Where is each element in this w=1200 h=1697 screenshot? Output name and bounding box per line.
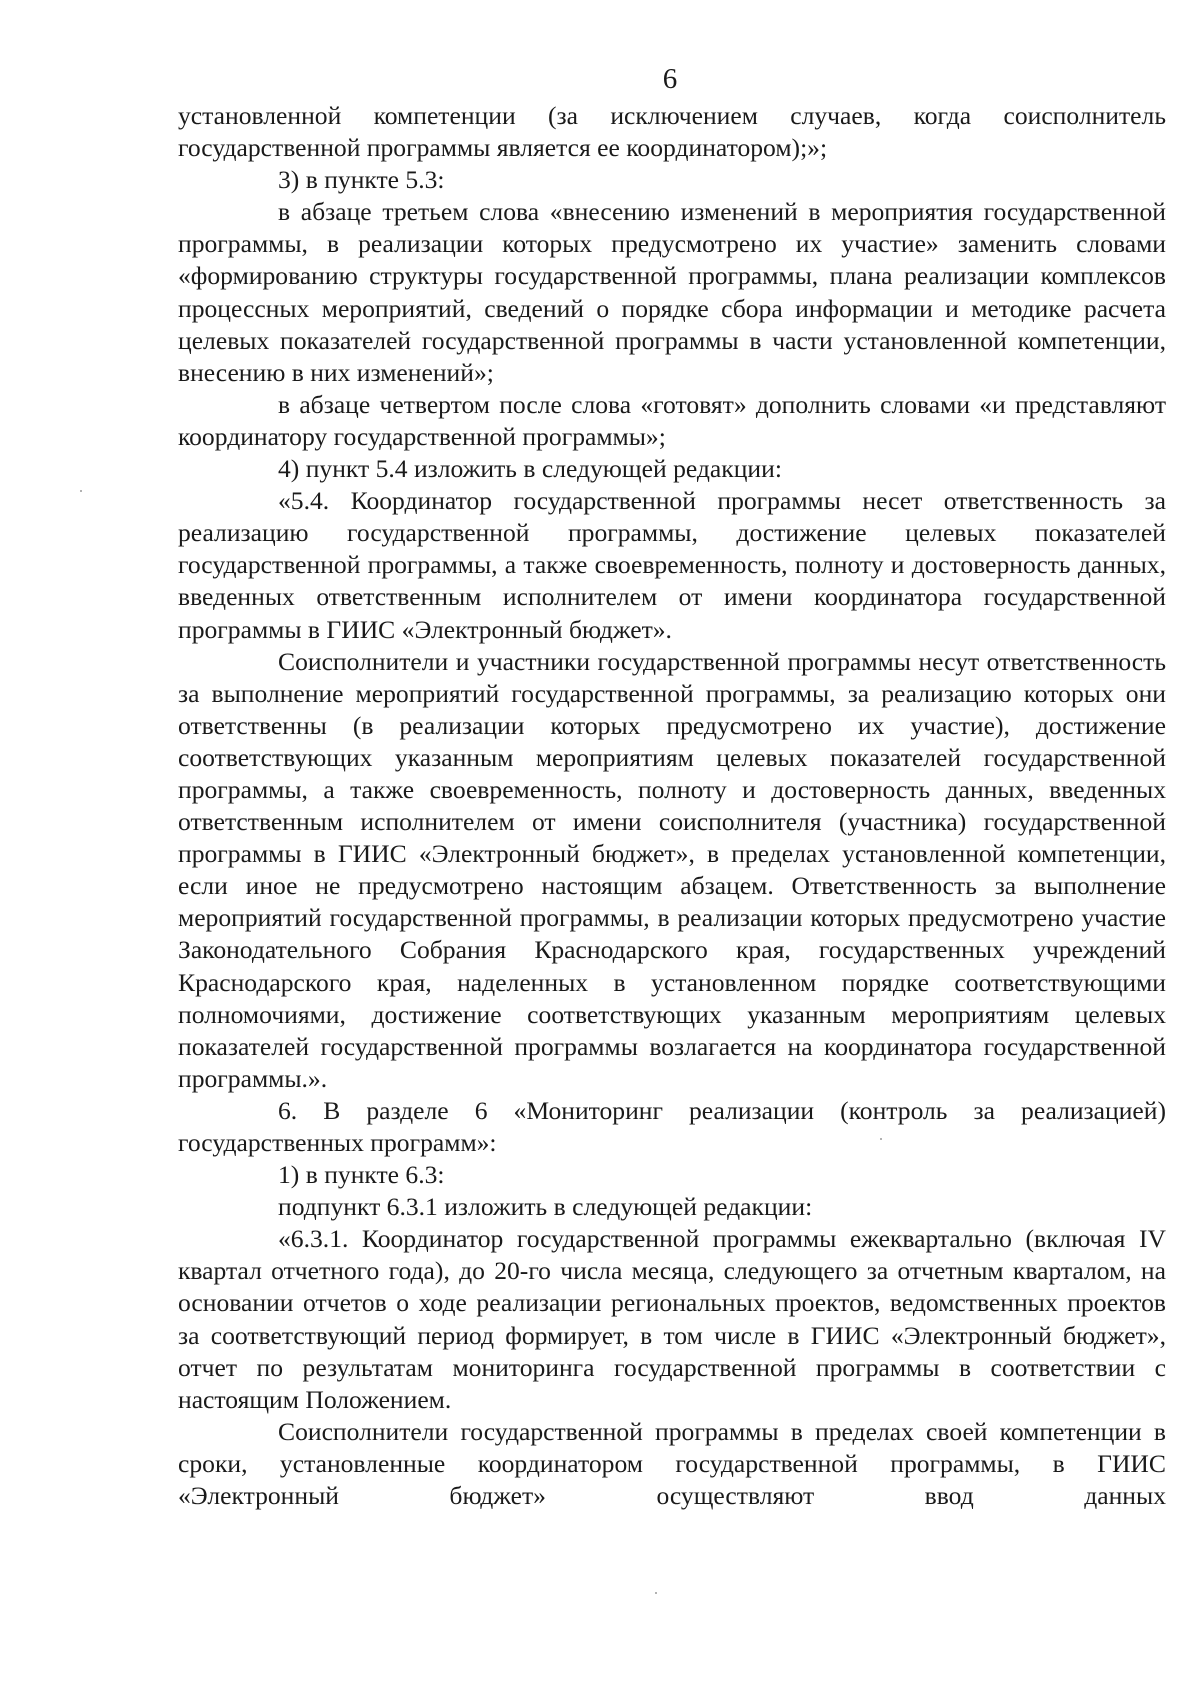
paragraph-item-1: 1) в пункте 6.3: <box>278 1160 445 1190</box>
paragraph-item-4: 4) пункт 5.4 изложить в следующей редакции: <box>278 454 782 484</box>
paragraph-co-executors-monitoring: Соисполнители государственной программы в пределах своей компетенции в сроки, установленные координатором государственной программы, в ГИИС «Электронный бюджет» осуществляют ввод данных <box>178 1416 1166 1511</box>
paragraph-subitem-6-3-1: подпункт 6.3.1 изложить в следующей редакции: <box>278 1192 813 1222</box>
document-body <box>178 100 1166 1512</box>
scan-speck <box>80 490 82 492</box>
paragraph-co-executors: Соисполнители и участники государственной программы несут ответственность за выполнение мероприятий государственной программы, за реализацию которых они ответственны (в реализации которых предусмотрено их участие), достижение соответствующих указанным мероприятиям целевых показателей государственной программы, а также своевременность, полноту и достоверность данных, введенных ответственным исполнителем от имени соисполнителя (участника) государственной программы в ГИИС «Электронный бюджет», в пределах установленной компетенции, если иное не предусмотрено настоящим абзацем. Ответственность за выполнение мероприятий государственной программы, в реализации которых предусмотрено участие Законодательного Собрания Краснодарского края, государственных учреждений Краснодарского края, наделенных в установленном порядке соответствующими полномочиями, достижение соответствующих указанным мероприятиям целевых показателей государственной программы возлагается на координатора государственной программы.». <box>178 646 1166 1093</box>
paragraph-continuation: установленной компетенции (за исключением случаев, когда соисполнитель государственной программы является ее координатором);»; <box>178 101 1166 163</box>
scan-speck <box>655 1592 657 1594</box>
paragraph-abzac-third: в абзаце третьем слова «внесению изменений в мероприятия государственной программы, в реализации которых предусмотрено их участие» заменить словами «формированию структуры государственной программы, плана реализации комплексов процессных мероприятий, сведений о порядке сбора информации и методике расчета целевых показателей государственной программы в части установленной компетенции, внесению в них изменений»; <box>178 197 1166 387</box>
scan-speck <box>880 1138 882 1140</box>
paragraph-clause-5-4: «5.4. Координатор государственной программы несет ответственность за реализацию государственной программы, достижение целевых показателей государственной программы, а также своевременность, полноту и достоверность данных, введенных ответственным исполнителем от имени координатора государственной программы в ГИИС «Электронный бюджет». <box>178 486 1166 644</box>
page-number: 6 <box>662 63 678 95</box>
paragraph-item-3: 3) в пункте 5.3: <box>278 165 445 195</box>
paragraph-abzac-fourth: в абзаце четвертом после слова «готовят» дополнить словами «и представляют координатору государственной программы»; <box>178 389 1166 451</box>
paragraph-section-6: 6. В разделе 6 «Мониторинг реализации (контроль за реализацией) государственных программ»: <box>178 1095 1166 1157</box>
paragraph-clause-6-3-1: «6.3.1. Координатор государственной программы ежеквартально (включая IV квартал отчетного года), до 20-го числа месяца, следующего за отчетным кварталом, на основании отчетов о ходе реализации региональных проектов, ведомственных проектов за соответствующий период формирует, в том числе в ГИИС «Электронный бюджет», отчет по результатам мониторинга государственной программы в соответствии с настоящим Положением. <box>178 1224 1166 1414</box>
